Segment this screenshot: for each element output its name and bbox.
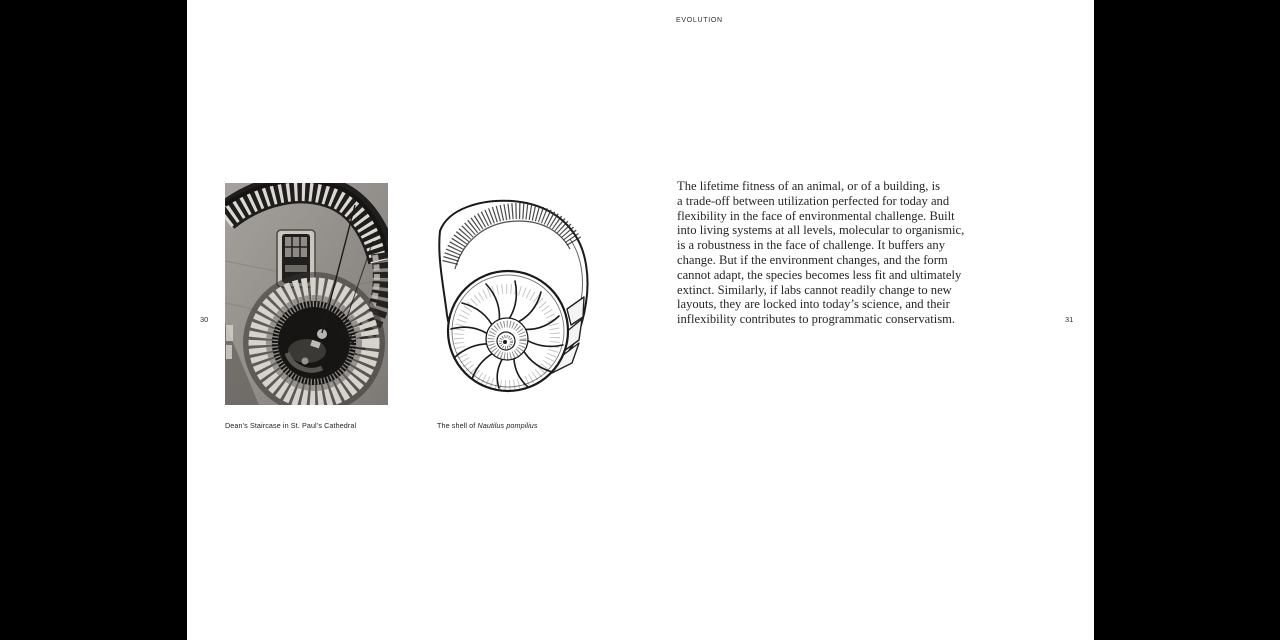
nautilus-engraving (432, 197, 592, 393)
caption-staircase (225, 421, 356, 430)
caption-nautilus-prefix: The shell of (437, 421, 478, 430)
paragraph-line: flexibility in the face of environmental challenge. Built (677, 208, 955, 223)
staircase-photo (225, 183, 388, 405)
running-head: EVOLUTION (676, 17, 723, 24)
caption-staircase-text: Dean’s Staircase in St. Paul’s Cathedral (225, 421, 357, 430)
paragraph-line: The lifetime fitness of an animal, or of a building, is (677, 179, 941, 193)
paragraph-line: extinct. Similarly, if labs cannot readily change to new (677, 282, 952, 297)
paragraph-line: change. But if the environment changes, and the form (677, 252, 948, 267)
page-number-left: 30 (200, 315, 209, 324)
paragraph-line: cannot adapt, the species becomes less fit and ultimately (677, 267, 962, 282)
caption-nautilus (437, 421, 538, 430)
paragraph-line: layouts, they are locked into today’s science, and their (677, 297, 950, 312)
paragraph-line: inflexibility contributes to programmatic conservatism. (677, 312, 956, 327)
paragraph-line: a trade-off between utilization perfected for today and (677, 193, 950, 208)
book-spread (187, 0, 1094, 640)
page-number-right: 31 (1065, 315, 1074, 324)
paragraph-line: into living systems at all levels, molecular to organismic, (677, 223, 965, 238)
caption-nautilus-species: Nautilus pompilius (477, 421, 538, 430)
body-paragraph (677, 179, 964, 327)
paragraph-line: is a robustness in the face of challenge. It buffers any (677, 238, 945, 253)
